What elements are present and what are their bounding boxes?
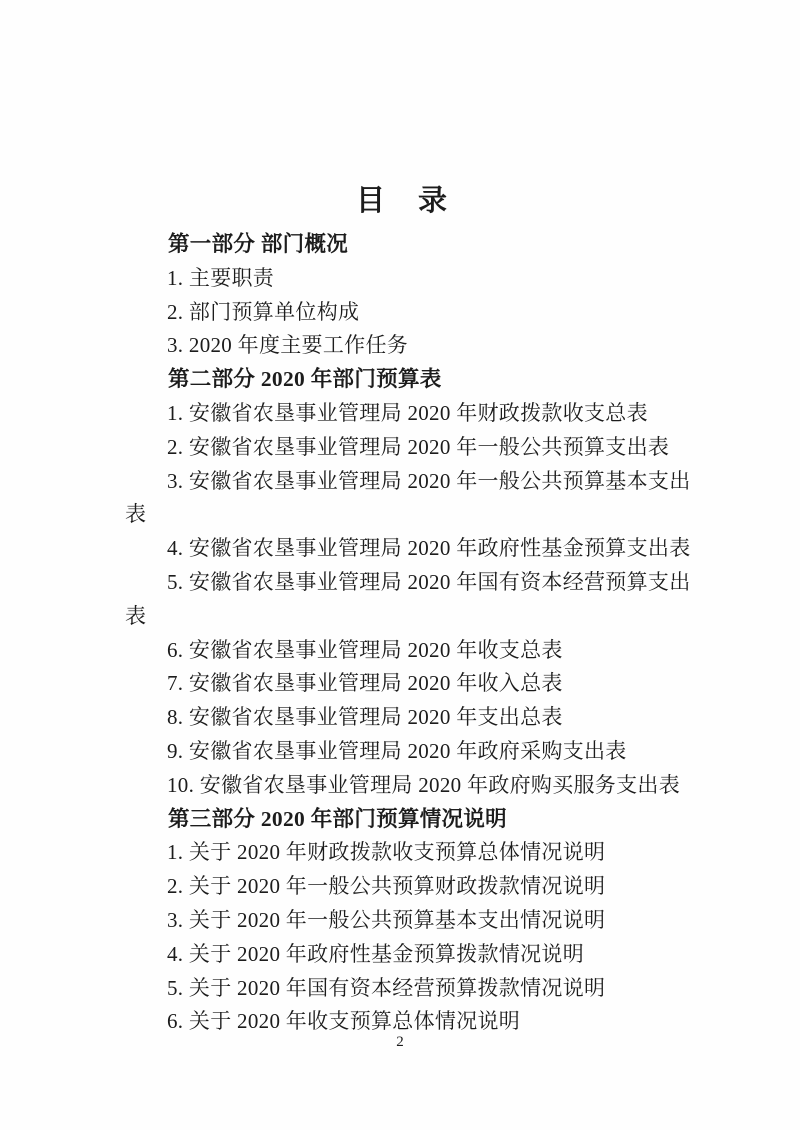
- toc-line-item: 3. 关于 2020 年一般公共预算基本支出情况说明: [167, 907, 606, 932]
- toc-line-wrap: 表: [125, 502, 147, 527]
- toc-line-item: 1. 主要职责: [167, 265, 275, 290]
- toc-line-item: 2. 安徽省农垦事业管理局 2020 年一般公共预算支出表: [167, 434, 670, 459]
- toc-line-item: 2. 关于 2020 年一般公共预算财政拨款情况说明: [167, 874, 606, 899]
- toc-line-item: 5. 安徽省农垦事业管理局 2020 年国有资本经营预算支出: [167, 569, 691, 594]
- toc-line-item: 4. 关于 2020 年政府性基金预算拨款情况说明: [167, 941, 584, 966]
- toc-line-item: 8. 安徽省农垦事业管理局 2020 年支出总表: [167, 705, 563, 730]
- page-number: 2: [396, 1034, 404, 1050]
- document-title: 目 录: [355, 185, 449, 217]
- toc-line-wrap: 表: [125, 603, 147, 628]
- toc-line-item: 9. 安徽省农垦事业管理局 2020 年政府采购支出表: [167, 738, 627, 763]
- toc-line-item: 6. 关于 2020 年收支预算总体情况说明: [167, 1009, 521, 1034]
- toc-line-heading: 第一部分 部门概况: [168, 232, 349, 256]
- toc-line-item: 1. 关于 2020 年财政拨款收支预算总体情况说明: [167, 840, 606, 865]
- toc-line-item: 4. 安徽省农垦事业管理局 2020 年政府性基金预算支出表: [167, 536, 691, 561]
- toc-line-item: 3. 安徽省农垦事业管理局 2020 年一般公共预算基本支出: [167, 468, 691, 493]
- toc-line-item: 7. 安徽省农垦事业管理局 2020 年收入总表: [167, 671, 563, 696]
- toc-line-item: 5. 关于 2020 年国有资本经营预算拨款情况说明: [167, 975, 606, 1000]
- toc-line-heading: 第三部分 2020 年部门预算情况说明: [168, 806, 507, 831]
- toc: [125, 180, 691, 1039]
- toc-line-item: 1. 安徽省农垦事业管理局 2020 年财政拨款收支总表: [167, 400, 648, 425]
- toc-line-item: 3. 2020 年度主要工作任务: [167, 333, 409, 358]
- toc-lines: [125, 228, 691, 1039]
- toc-line-item: 6. 安徽省农垦事业管理局 2020 年收支总表: [167, 637, 563, 662]
- toc-line-item: 2. 部门预算单位构成: [167, 299, 360, 324]
- toc-line-item: 10. 安徽省农垦事业管理局 2020 年政府购买服务支出表: [167, 772, 680, 797]
- toc-line-heading: 第二部分 2020 年部门预算表: [168, 367, 442, 392]
